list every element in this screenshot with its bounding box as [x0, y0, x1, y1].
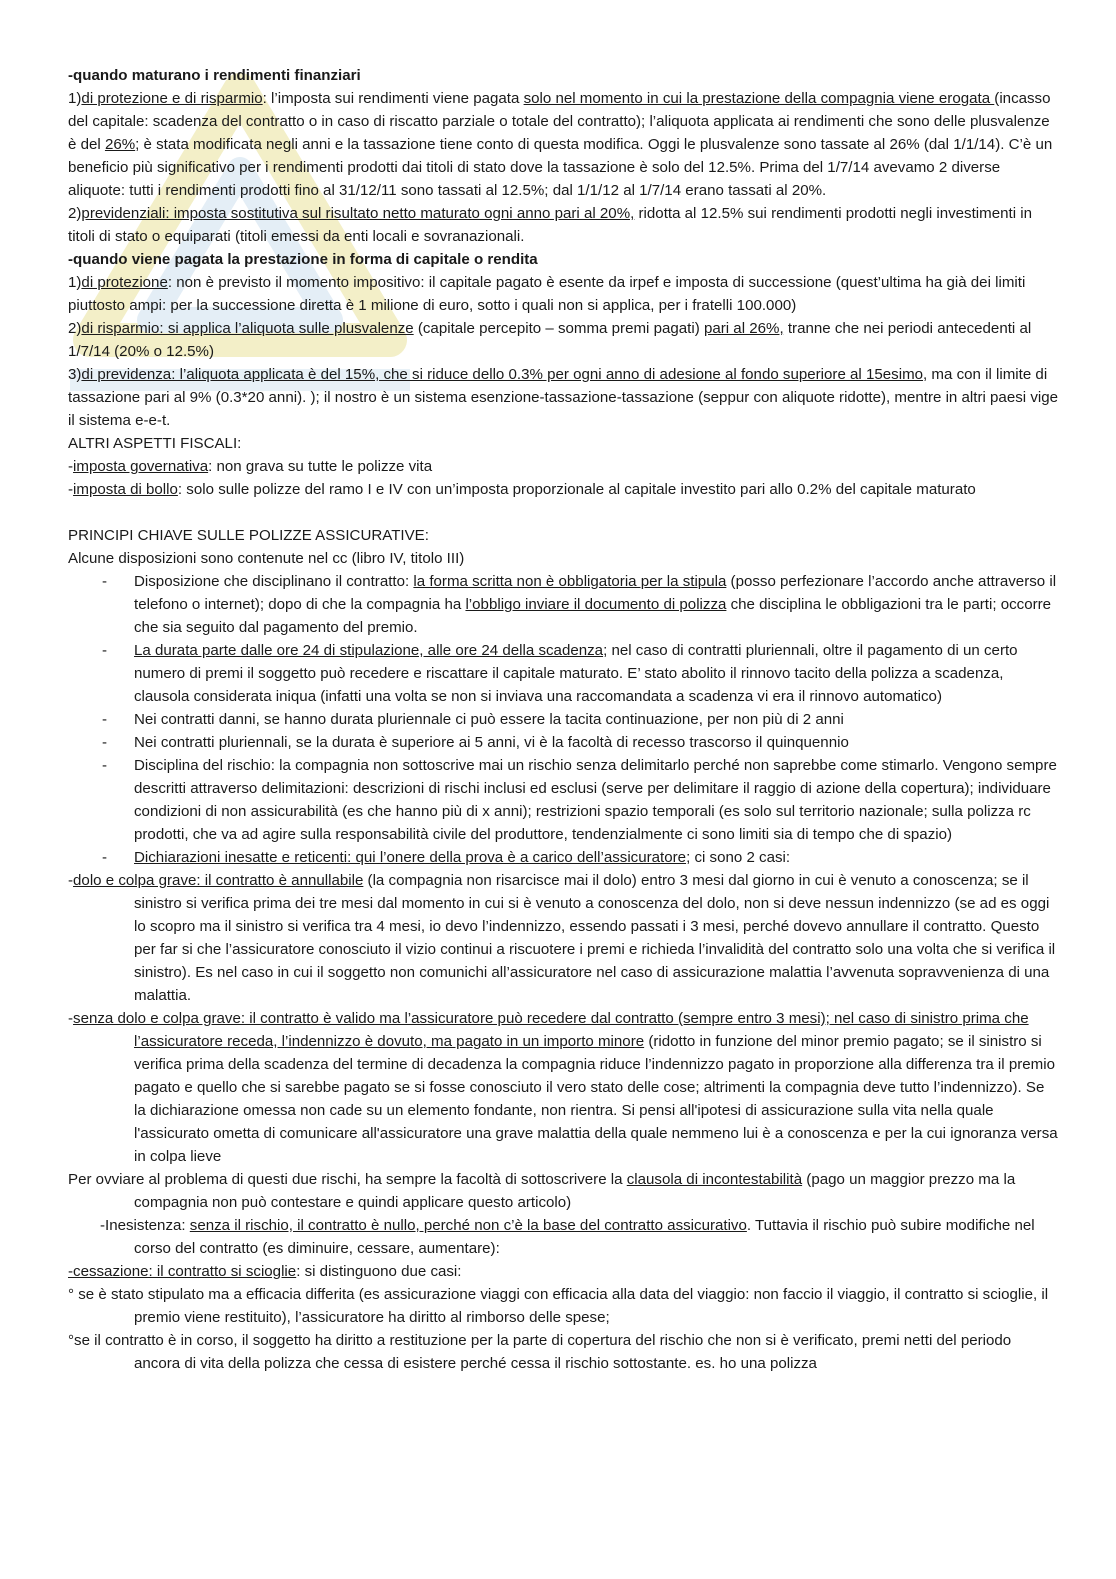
hanging-paragraph: °se il contratto è in corso, il soggetto ha diritto a restituzione per la parte di copertura del rischio che non si è verificato, premi netti del periodo ancora di vita della polizza che cessa di esistere perché cessa il rischio sottostante. es. ho una polizza [68, 1332, 1012, 1372]
document-page [68, 64, 1058, 1375]
section-heading: -quando viene pagata la prestazione in forma di capitale o rendita [68, 251, 538, 268]
paragraph: 1)di protezione: non è previsto il momento impositivo: il capitale pagato è esente da irpef e imposta di successione (quest’ultima ha già dei limiti piuttosto ampi: per la successione diretta è 1 milione di euro, sotto i quali non si applica, per i fratelli 100.000) [68, 274, 1026, 314]
hanging-paragraph: ° se è stato stipulato ma a efficacia differita (es assicurazione viaggi con efficacia alla data del viaggio: non faccio il viaggio, il contratto si scioglie, il premio viene restituito), l’assicuratore ha diritto al rimborso delle spese; [68, 1286, 1049, 1326]
paragraph: 2)previdenziali: imposta sostitutiva sul risultato netto maturato ogni anno pari al 20%, ridotta al 12.5% sui rendimenti prodotti negli investimenti in titoli di stato o equiparati (titoli emessi da enti locali e sovranazionali. [68, 205, 1033, 245]
hanging-paragraph: -senza dolo e colpa grave: il contratto è valido ma l’assicuratore può recedere dal contratto (sempre entro 3 mesi); nel caso di sinistro prima che l’assicuratore receda, l’indennizzo è dovuto, ma pagato in un importo minore (ridotto in funzione del minor premio pagato; se il sinistro si verifica prima della scadenza del termine di decadenza la compagnia riduce l’indennizzo pagato in proporzione alla differenza tra il premio pagato e quello che si sarebbe pagato se si fosse conosciuto il vero stato delle cose; altrimenti la compagnia deve tutto l’indennizzo). Se la dichiarazione omessa non cade su un elemento fondante, non rientra. Si pensi all'ipotesi di assicurazione sulla vita nella quale l'assicurato ometta di comunicare all'assicuratore una grave malattia della quale nemmeno lui è a conoscenza e per la cui ignoranza versa in colpa lieve [68, 1010, 1058, 1165]
section-heading: -quando maturano i rendimenti finanziari [68, 67, 361, 84]
paragraph: 3)di previdenza: l’aliquota applicata è del 15%, che si riduce dello 0.3% per ogni anno di adesione al fondo superiore al 15esimo, ma con il limite di tassazione pari al 9% (0.3*20 anni). ); il nostro è un sistema esenzione-tassazione-tassazione (seppur con aliquote ridotte), mentre in altri paesi vige il sistema e-e-t. [68, 366, 1059, 429]
hanging-paragraph: -dolo e colpa grave: il contratto è annullabile (la compagnia non risarcisce mai il dolo) entro 3 mesi dal giorno in cui è venuto a conoscenza; se il sinistro si verifica prima dei tre mesi dal momento in cui si è venuto a conoscenza del dolo, non si deve nessun indennizzo (se ad es oggi lo scopro ma il sinistro si verifica tra 4 mesi, io devo l’indennizzo, essendo passati i 3 mesi, perché dovevo annullare il contratto. Questo per far si che l’assicuratore conosciuto il vizio continui a riscuotere i premi e richieda l’invalidità del contratto solo una volta che si verifica il sinistro). Es nel caso in cui il soggetto non comunichi all’assicuratore nel caso di assicurazione malattia l’avvenuta sopravvenienza di una malattia. [68, 872, 1056, 1004]
bullet-item: - Nei contratti pluriennali, se la durata è superiore ai 5 anni, vi è la facoltà di recesso trascorso il quinquennio [102, 734, 849, 751]
paragraph: Alcune disposizioni sono contenute nel cc (libro IV, titolo III) [68, 550, 465, 567]
bullet-item: - Disposizione che disciplinano il contratto: la forma scritta non è obbligatoria per la stipula (posso perfezionare l’accordo anche attraverso il telefono o internet); dopo di che la compagnia ha l’obbligo inviare il documento di polizza che disciplina le obbligazioni tra le parti; occorre che sia seguito dal pagamento del premio. [102, 573, 1057, 636]
bullet-item: - Disciplina del rischio: la compagnia non sottoscrive mai un rischio senza delimitarlo perché non saprebbe come stimarlo. Vengono sempre descritti attraverso delimitazioni: descrizioni di rischi inclusi ed esclusi (serve per delimitare il raggio di azione della copertura); individuare condizioni di non assicurabilità (es che hanno più di x anni); restrizioni spazio temporali (es solo sul territorio nazionale; sulla polizza rc prodotti, che va ad agire sulla responsabilità civile del produttore, tendenzialmente ci sono limiti sia di tempo che di spazio) [102, 757, 1057, 843]
hanging-paragraph: Per ovviare al problema di questi due rischi, ha sempre la facoltà di sottoscrivere la clausola di incontestabilità (pago un maggior prezzo ma la compagnia non può contestare e quindi applicare questo articolo) [68, 1171, 1016, 1211]
bullet-item: - Nei contratti danni, se hanno durata pluriennale ci può essere la tacita continuazione, per non più di 2 anni [102, 711, 844, 728]
hanging-paragraph: -Inesistenza: senza il rischio, il contratto è nullo, perché non c’è la base del contratto assicurativo. Tuttavia il rischio può subire modifiche nel corso del contratto (es diminuire, cessare, aumentare): [100, 1217, 1035, 1257]
paragraph: -cessazione: il contratto si scioglie: si distinguono due casi: [68, 1263, 462, 1280]
bullet-item: - Dichiarazioni inesatte e reticenti: qui l’onere della prova è a carico dell’assicuratore; ci sono 2 casi: [102, 849, 791, 866]
section-heading: PRINCIPI CHIAVE SULLE POLIZZE ASSICURATIVE: [68, 527, 429, 544]
section-heading: ALTRI ASPETTI FISCALI: [68, 435, 242, 452]
paragraph: 2)di risparmio: si applica l’aliquota sulle plusvalenze (capitale percepito – somma premi pagati) pari al 26%, tranne che nei periodi antecedenti al 1/7/14 (20% o 12.5%) [68, 320, 1032, 360]
spacer [68, 501, 1058, 524]
list-item: -imposta governativa: non grava su tutte le polizze vita [68, 458, 433, 475]
paragraph: 1)di protezione e di risparmio: l’imposta sui rendimenti viene pagata solo nel momento in cui la prestazione della compagnia viene erogata (incasso del capitale: scadenza del contratto o in caso di riscatto parziale o totale del contratto); l’aliquota applicata ai rendimenti che sono delle plusvalenze è del 26%; è stata modificata negli anni e la tassazione tiene conto di questa modifica. Oggi le plusvalenze sono tassate al 26% (dal 1/1/14). C’è un beneficio più significativo per i rendimenti prodotti dai titoli di stato dove la tassazione è solo del 12.5%. Prima del 1/7/14 avevamo 2 diverse aliquote: tutti i rendimenti prodotti fino al 31/12/11 sono tassati al 12.5%; dal 1/1/12 al 1/7/14 erano tassati al 20%. [68, 90, 1053, 199]
bullet-item: - La durata parte dalle ore 24 di stipulazione, alle ore 24 della scadenza; nel caso di contratti pluriennali, oltre il pagamento di un certo numero di premi il soggetto può recedere e riscattare il capitale maturato. E’ stato abolito il rinnovo tacito della polizza a scadenza, clausola considerata iniqua (infatti una volta se non si inviava una raccomandata a scadenza vi era il rinnovo automatico) [102, 642, 1018, 705]
list-item: -imposta di bollo: solo sulle polizze del ramo I e IV con un’imposta proporzionale al capitale investito pari allo 0.2% del capitale maturato [68, 481, 976, 498]
